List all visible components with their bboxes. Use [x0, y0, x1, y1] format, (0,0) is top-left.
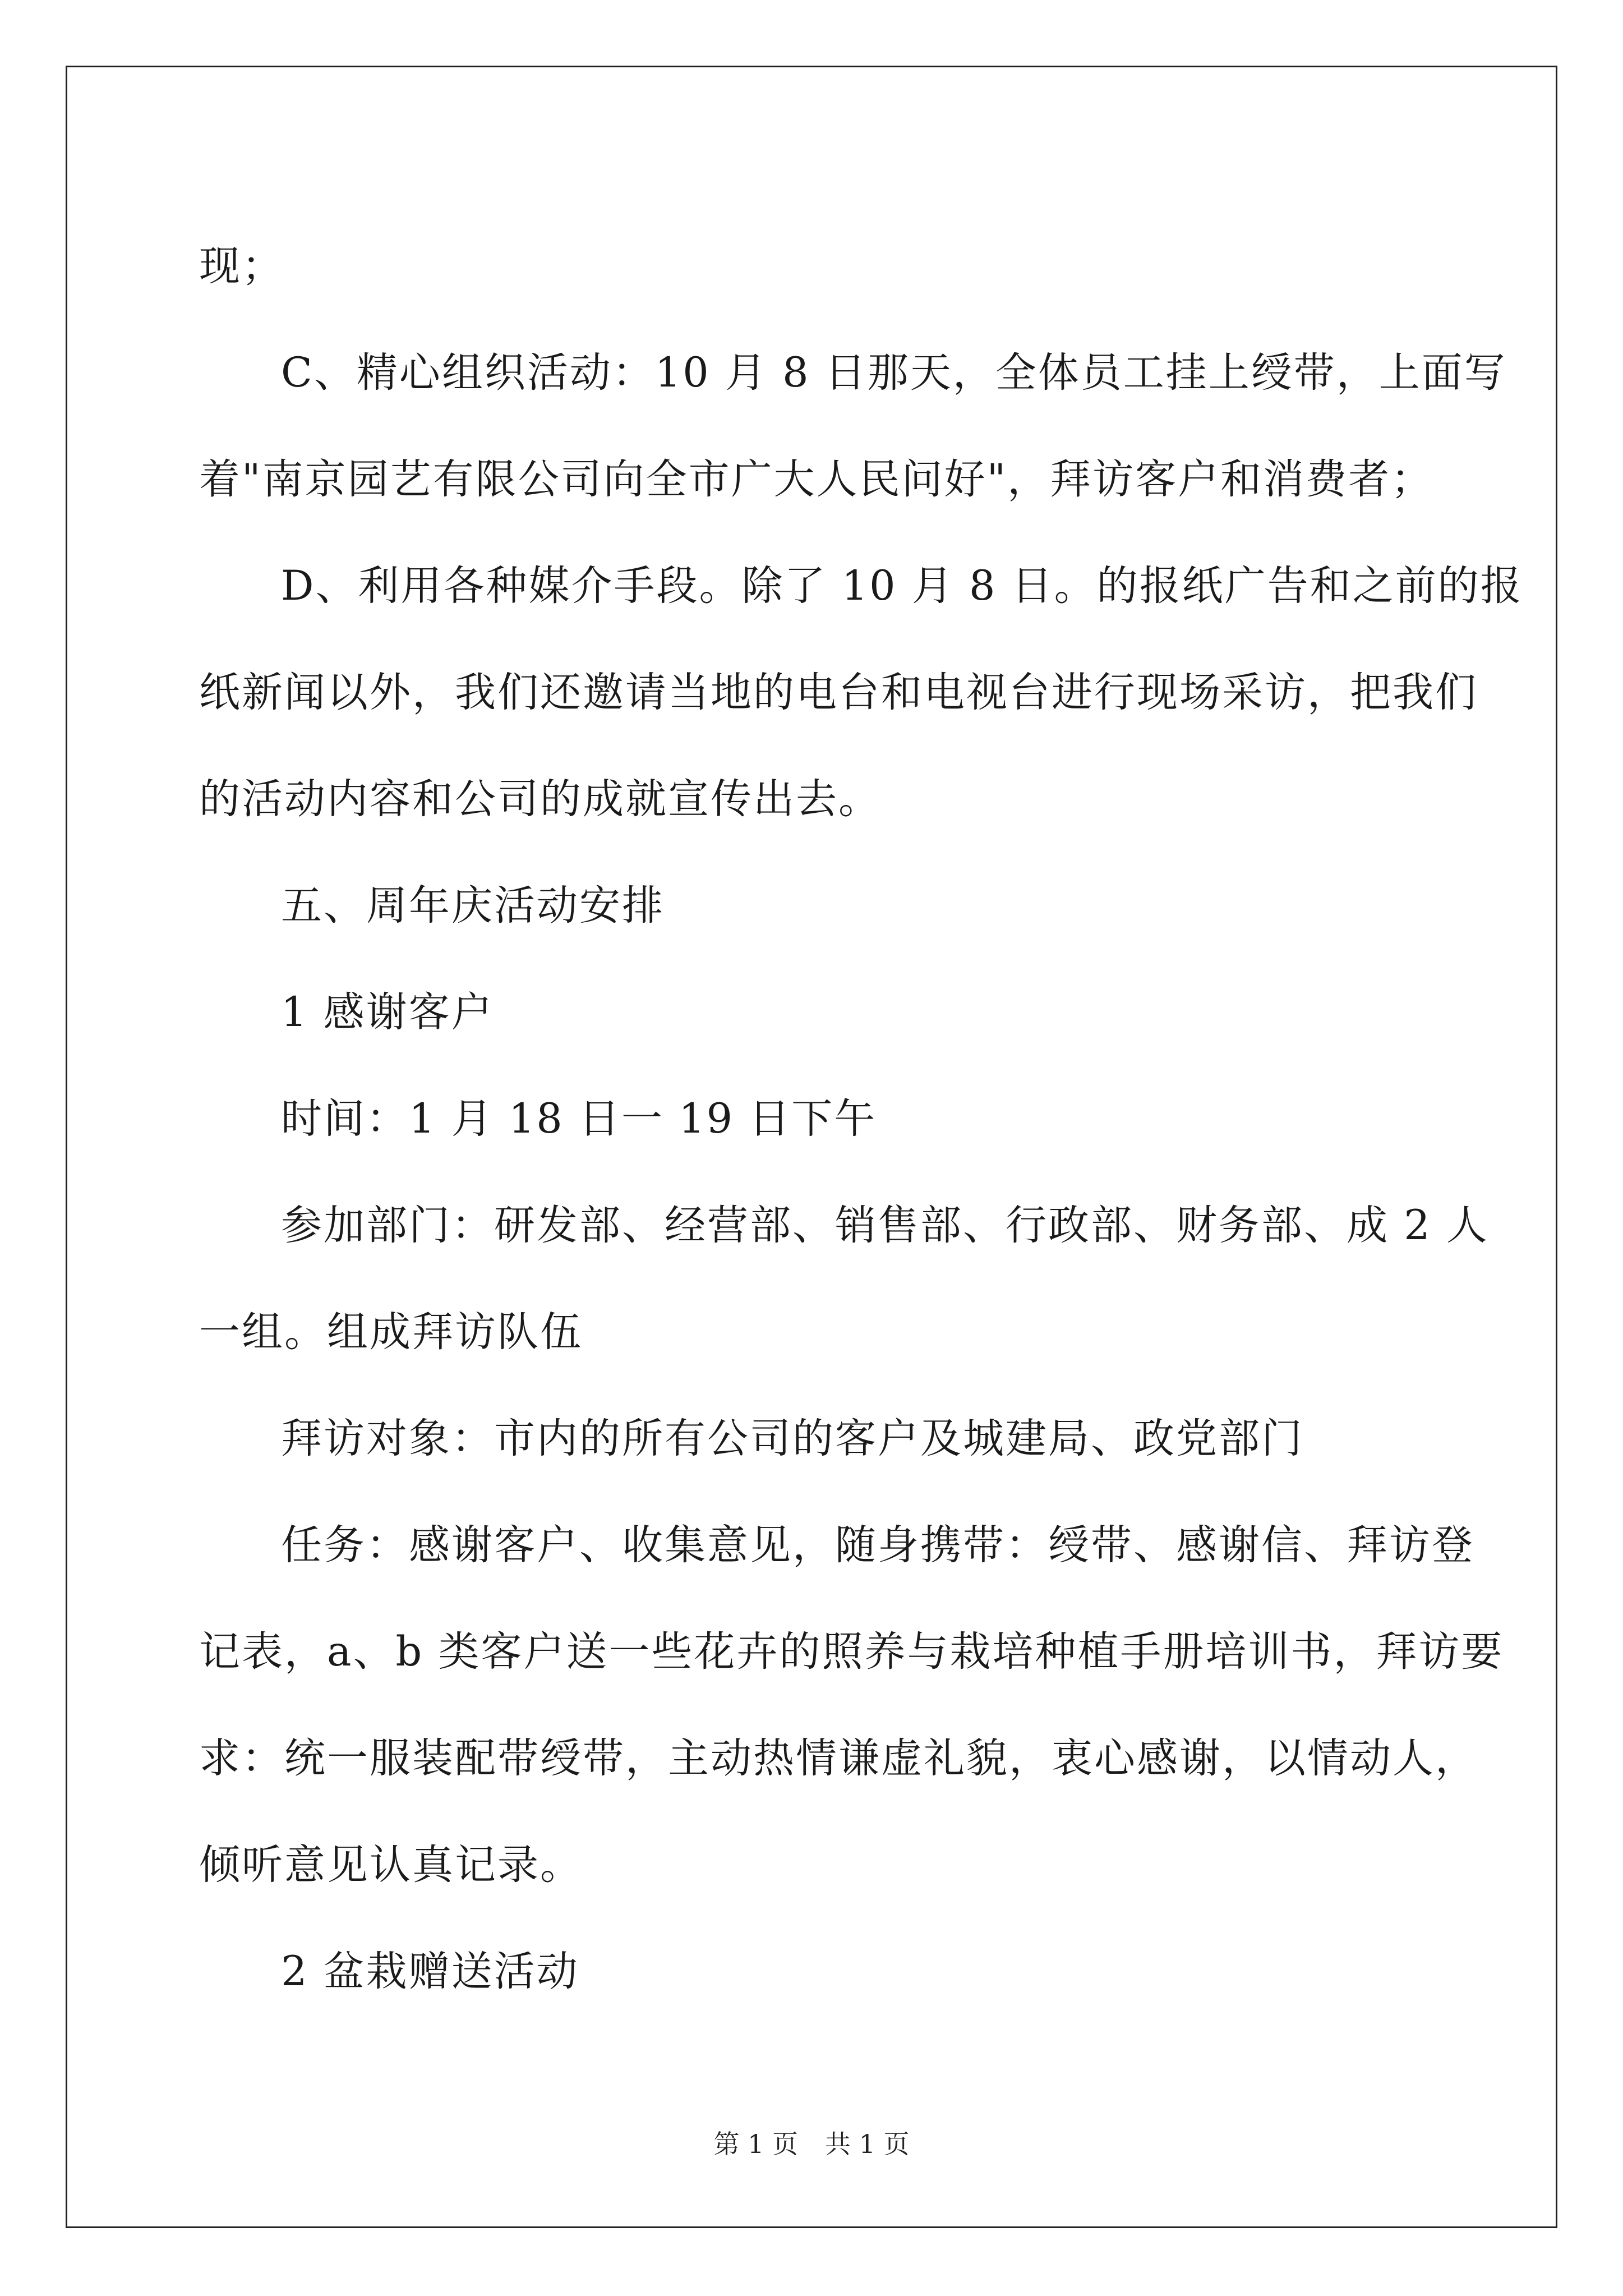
text-line: 倾听意见认真记录。 [199, 1841, 583, 1889]
page-total: 共 1 页 [825, 2129, 910, 2159]
text-line: 现； [199, 242, 284, 290]
text-line: 拜访对象：市内的所有公司的客户及城建局、政党部门 [281, 1415, 1304, 1462]
text-line: 纸新闻以外，我们还邀请当地的电台和电视台进行现场采访，把我们 [199, 669, 1478, 716]
subsection-heading: 2 盆栽赠送活动 [281, 1948, 579, 1995]
text-line: 记表，a、b 类客户送一些花卉的照养与栽培种植手册培训书，拜访要 [199, 1628, 1504, 1676]
text-line: 任务：感谢客户、收集意见，随身携带：绶带、感谢信、拜访登 [281, 1521, 1474, 1569]
document-body [199, 213, 1523, 2025]
text-line: C、精心组织活动：10 月 8 日那天，全体员工挂上绶带，上面写 [281, 349, 1507, 397]
subsection-heading: 1 感谢客户 [281, 988, 494, 1036]
page-number: 第 1 页 [713, 2129, 798, 2159]
text-line: D、利用各种媒介手段。除了 10 月 8 日。的报纸广告和之前的报 [281, 562, 1523, 610]
text-line: 一组。组成拜访队伍 [199, 1308, 583, 1356]
section-heading: 五、周年庆活动安排 [281, 882, 665, 930]
text-line: 的活动内容和公司的成就宣传出去。 [199, 775, 881, 823]
text-line: 时间：1 月 18 日一 19 日下午 [281, 1095, 877, 1143]
text-line: 着"南京园艺有限公司向全市广大人民问好"，拜访客户和消费者； [199, 455, 1434, 503]
text-line: 参加部门：研发部、经营部、销售部、行政部、财务部、成 2 人 [281, 1202, 1489, 1249]
text-line: 求：统一服装配带绶带，主动热情谦虚礼貌，衷心感谢，以情动人， [199, 1734, 1478, 1782]
page-footer [0, 2127, 1623, 2161]
